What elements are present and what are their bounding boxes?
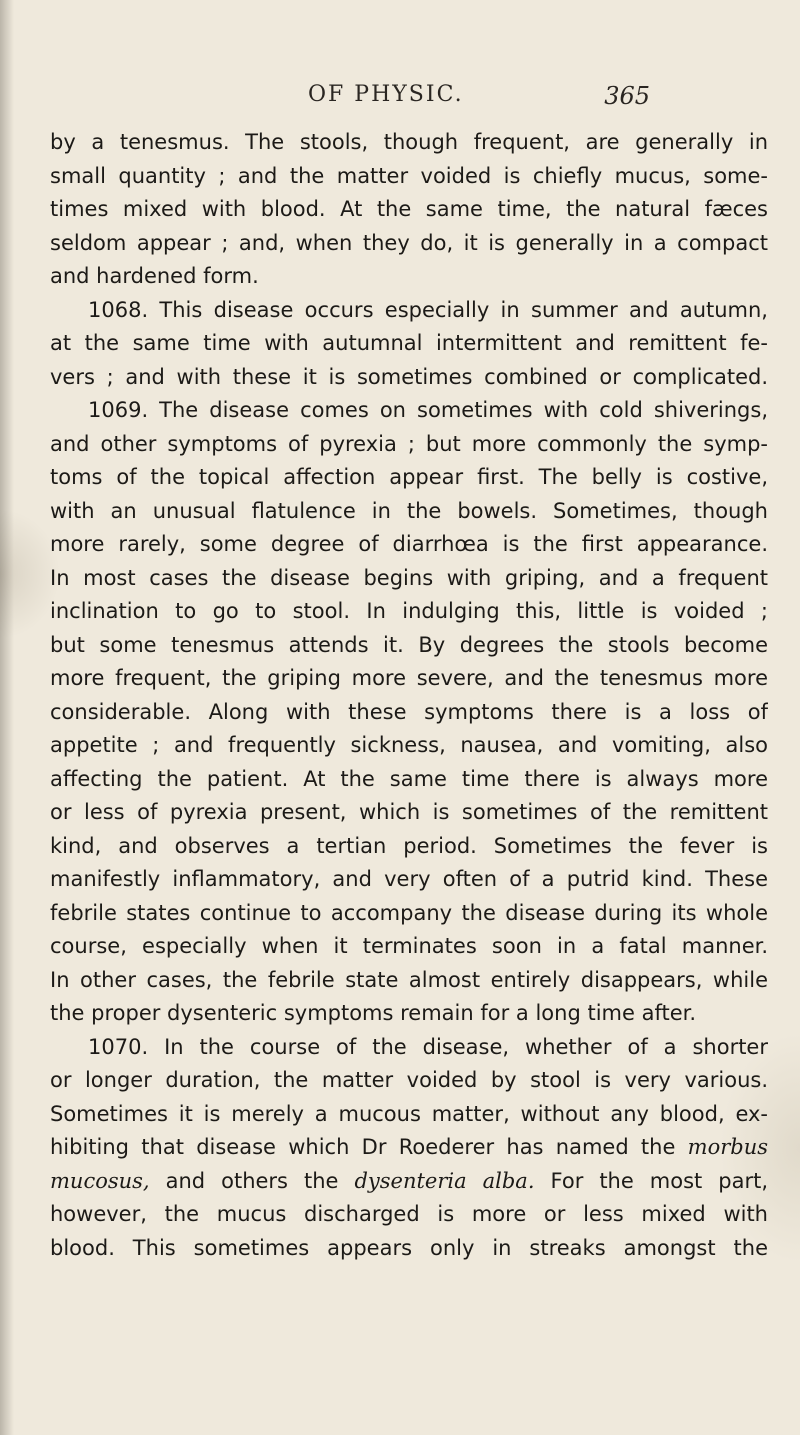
running-title: OF PHYSIC.	[308, 82, 464, 107]
text-line: manifestly inflammatory, and very often of a putrid kind. These	[50, 867, 768, 891]
text-line: at the same time with autumnal intermittent and remittent fe-	[50, 331, 768, 355]
text-line: considerable. Along with these symptoms there is a loss of	[50, 699, 768, 724]
text-line: affecting the patient. At the same time there is always more	[50, 766, 768, 791]
text-line: inclination to go to stool. In indulging this, little is voided ;	[50, 599, 768, 623]
text-line: appetite ; and frequently sickness, nausea, and vomiting, also	[50, 733, 768, 757]
text-line: but some tenesmus attends it. By degrees the stools become	[50, 632, 768, 657]
text-line: more rarely, some degree of diarrhœa is the first appearance.	[50, 532, 768, 556]
text-line: small quantity ; and the matter voided is chiefly mucus, some-	[50, 163, 768, 188]
line-text: hibiting that disease which Dr Roederer has named the	[50, 1135, 688, 1159]
text-line: toms of the topical affection appear first. The belly is costive,	[50, 465, 768, 489]
text-line: the proper dysenteric symptoms remain for a long time after.	[50, 1001, 697, 1025]
page-number: 365	[604, 82, 650, 110]
text-line: times mixed with blood. At the same time, the natural fæces	[50, 197, 768, 221]
text-line: with an unusual flatulence in the bowels. Sometimes, though	[50, 498, 768, 523]
text-line: or longer duration, the matter voided by stool is very various.	[50, 1068, 768, 1092]
text-line: blood. This sometimes appears only in streaks amongst the	[50, 1235, 768, 1260]
body-text	[50, 126, 768, 1265]
text-line-with-italic	[50, 1165, 768, 1199]
text-line: febrile states continue to accompany the disease during its whole	[50, 900, 768, 925]
line-text: and others the	[149, 1168, 355, 1193]
text-line: course, especially when it terminates soon in a fatal manner.	[50, 934, 768, 958]
italic-term: mucosus,	[50, 1168, 150, 1193]
text-line: In most cases the disease begins with griping, and a frequent	[50, 565, 768, 590]
text-line-with-italic	[50, 1131, 768, 1165]
text-line: Sometimes it is merely a mucous matter, without any blood, ex-	[50, 1101, 768, 1126]
text-line: vers ; and with these it is sometimes combined or complicated.	[50, 364, 768, 389]
running-head	[270, 82, 690, 114]
paragraph-1069-start: 1069. The disease comes on sometimes with cold shiverings,	[88, 398, 768, 422]
line-text: For the most part,	[534, 1168, 768, 1193]
text-line: more frequent, the griping more severe, and the tenesmus more	[50, 666, 768, 690]
text-line: and other symptoms of pyrexia ; but more commonly the symp-	[50, 431, 768, 456]
gutter-shadow	[0, 0, 14, 1435]
paragraph-1070-start: 1070. In the course of the disease, whether of a shorter	[88, 1034, 768, 1059]
italic-term: dysenteria alba.	[354, 1168, 535, 1193]
text-line: however, the mucus discharged is more or less mixed with	[50, 1202, 768, 1226]
text-line: seldom appear ; and, when they do, it is generally in a compact	[50, 230, 768, 255]
text-line: In other cases, the febrile state almost entirely disappears, while	[50, 967, 768, 992]
italic-term: morbus	[687, 1135, 768, 1159]
text-line: by a tenesmus. The stools, though frequent, are generally in	[50, 130, 768, 154]
paragraph-1068-start: 1068. This disease occurs especially in summer and autumn,	[88, 297, 768, 322]
text-line: and hardened form.	[50, 264, 259, 288]
text-line: kind, and observes a tertian period. Sometimes the fever is	[50, 833, 768, 858]
text-line: or less of pyrexia present, which is sometimes of the remittent	[50, 800, 768, 824]
